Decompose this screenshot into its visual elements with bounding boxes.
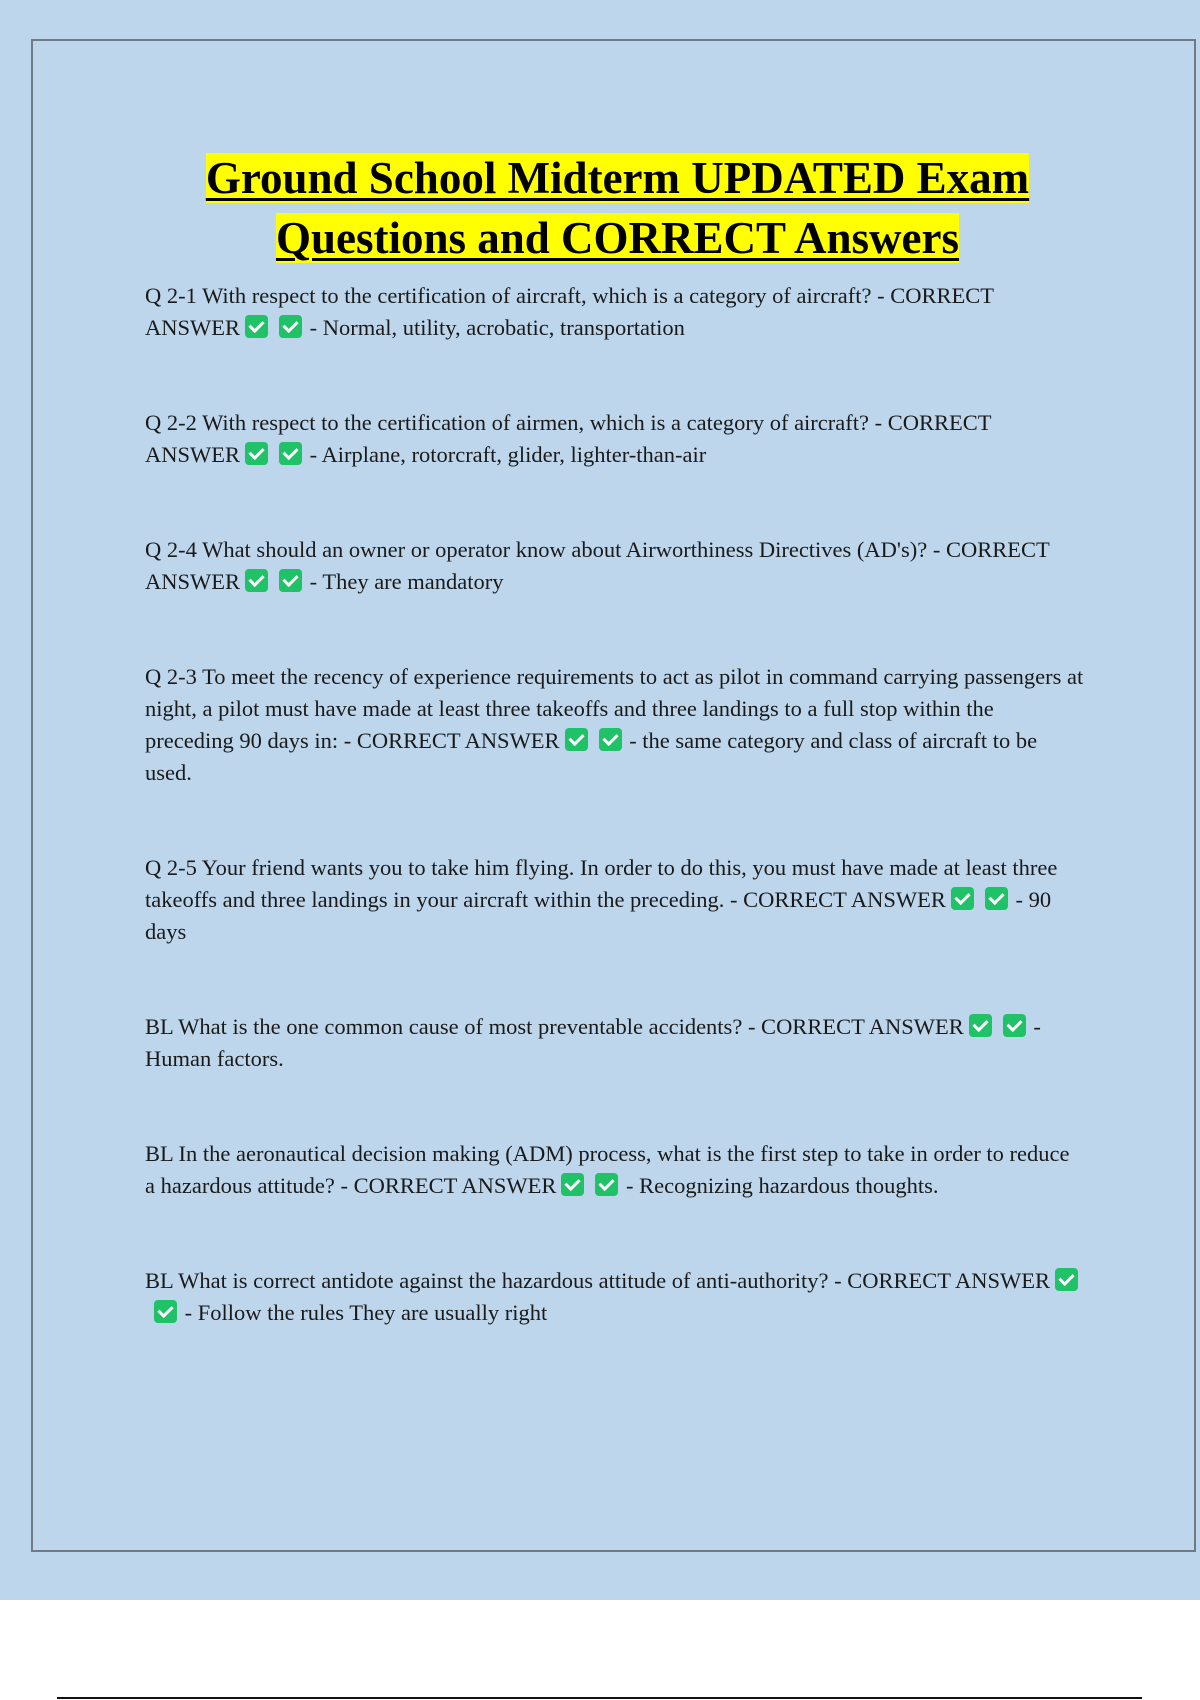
answer-text: - Normal, utility, acrobatic, transportation	[309, 315, 685, 340]
question-text: Q 2-2 With respect to the certification of airmen, which is a category of aircraft?	[145, 410, 869, 435]
correct-answer-label: - CORRECT ANSWER	[338, 728, 560, 753]
question-text: Q 2-3 To meet the recency of experience requirements to act as pilot in command carrying passengers at night, a pilot must have made at least three takeoffs and three landings to a full stop within the preceding 90 days in:	[145, 664, 1084, 753]
check-box-icon	[599, 728, 622, 751]
qa-item	[145, 661, 1085, 789]
correct-answer-label: - CORRECT ANSWER	[145, 410, 992, 467]
answer-text: - They are mandatory	[309, 569, 504, 594]
title-line-1: Ground School Midterm UPDATED Exam	[205, 153, 1030, 203]
correct-answer-label: - CORRECT ANSWER	[724, 887, 946, 912]
correct-answer-label: - CORRECT ANSWER	[742, 1014, 964, 1039]
question-text: BL What is the one common cause of most preventable accidents?	[145, 1014, 743, 1039]
check-box-icon	[245, 315, 268, 338]
check-box-icon	[245, 569, 268, 592]
qa-item	[145, 1138, 1085, 1202]
check-box-icon	[245, 442, 268, 465]
bottom-divider	[57, 1697, 1142, 1699]
check-box-icon	[951, 887, 974, 910]
answer-text: - Follow the rules They are usually right	[184, 1300, 548, 1325]
qa-item	[145, 852, 1085, 948]
check-box-icon	[279, 569, 302, 592]
question-text: Q 2-1 With respect to the certification of aircraft, which is a category of aircraft?	[145, 283, 872, 308]
question-text: BL What is correct antidote against the hazardous attitude of anti-authority?	[145, 1268, 829, 1293]
check-box-icon	[1003, 1014, 1026, 1037]
check-box-icon	[985, 887, 1008, 910]
answer-text: - Airplane, rotorcraft, glider, lighter-than-air	[309, 442, 707, 467]
title-line-2: Questions and CORRECT Answers	[275, 213, 960, 263]
question-text: BL In the aeronautical decision making (ADM) process, what is the first step to take in order to reduce a hazardous attitude?	[145, 1141, 1070, 1198]
answer-text: - the same category and class of aircraft to be used.	[145, 728, 1038, 785]
correct-answer-label: - CORRECT ANSWER	[145, 537, 1050, 594]
check-box-icon	[561, 1173, 584, 1196]
qa-item	[145, 1011, 1085, 1075]
check-box-icon	[1055, 1268, 1078, 1291]
qa-item	[145, 280, 1085, 344]
correct-answer-label: - CORRECT ANSWER	[334, 1173, 557, 1198]
correct-answer-label: - CORRECT ANSWER	[145, 283, 994, 340]
check-box-icon	[279, 442, 302, 465]
question-text: Q 2-5 Your friend wants you to take him flying. In order to do this, you must have made at least three takeoffs and three landings in your aircraft within the preceding.	[145, 855, 1058, 912]
check-box-icon	[595, 1173, 618, 1196]
qa-list	[145, 280, 1085, 1392]
check-box-icon	[565, 728, 588, 751]
correct-answer-label: - CORRECT ANSWER	[828, 1268, 1050, 1293]
qa-item	[145, 407, 1085, 471]
check-box-icon	[279, 315, 302, 338]
check-box-icon	[969, 1014, 992, 1037]
qa-item	[145, 534, 1085, 598]
answer-text: - Recognizing hazardous thoughts.	[626, 1173, 939, 1198]
answer-text: - 90 days	[145, 887, 1052, 944]
check-box-icon	[154, 1300, 177, 1323]
question-text: Q 2-4 What should an owner or operator know about Airworthiness Directives (AD's)?	[145, 537, 928, 562]
answer-text: - Human factors.	[145, 1014, 1041, 1071]
document-title	[120, 148, 1115, 268]
qa-item	[145, 1265, 1085, 1329]
